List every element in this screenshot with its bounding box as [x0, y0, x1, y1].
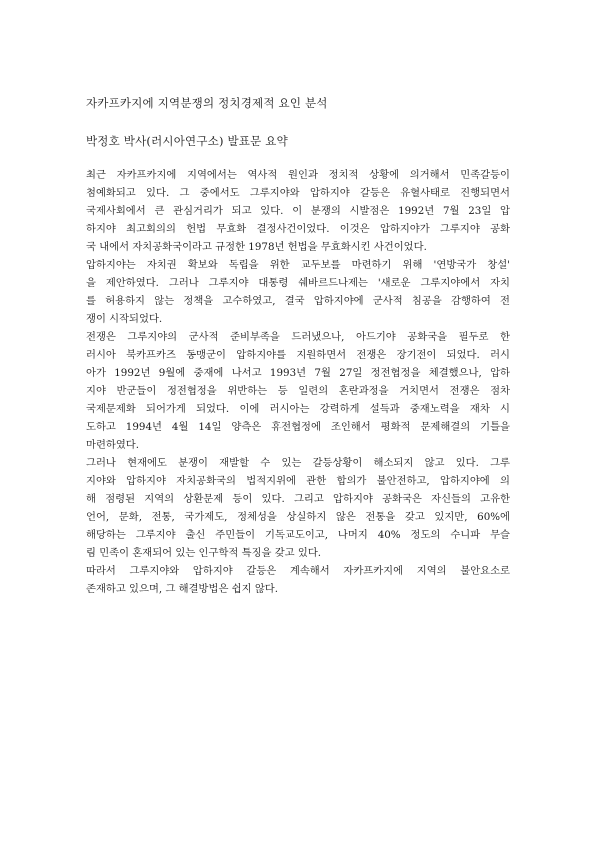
paragraph-line: 압하지야는 자치권 확보와 독립을 위한 교두보를 마련하기 위해 '연방국가 창설' [86, 259, 510, 271]
paragraph-line: 그러나 현재에도 분쟁이 재발할 수 있는 갈등상황이 해소되지 않고 있다. 그루 [86, 457, 510, 469]
paragraph-line: 첨예화되고 있다. 그 중에서도 그루지야와 압하지야 갈등은 유혈사태로 진행되면서 [86, 187, 510, 199]
paragraph-line: 쟁이 시작되었다. [86, 313, 163, 325]
paragraph-line: 최근 자카프카지에 지역에서는 역사적 원인과 정치적 상황에 의거해서 민족갈등이 [86, 169, 510, 181]
document-title: 자카프카지에 지역분쟁의 정치경제적 요인 분석 [86, 96, 328, 110]
paragraph-line: 림 민족이 혼재되어 있는 인구학적 특징을 갖고 있다. [86, 547, 322, 559]
paragraph-line: 러시아 북카프카즈 동맹군이 압하지야를 지원하면서 전쟁은 장기전이 되었다. 러시 [86, 349, 510, 361]
paragraph-line: 국제사회에서 큰 관심거리가 되고 있다. 이 분쟁의 시발점은 1992년 7월 23일 압 [86, 205, 510, 217]
paragraph-line: 도하고 1994년 4월 14일 양측은 휴전협정에 조인해서 평화적 문제해결의 기틀을 [86, 421, 510, 433]
paragraph-line: 하지야 최고회의의 헌법 무효화 결정사건이었다. 이것은 압하지야가 그루지야 공화 [86, 223, 510, 235]
paragraph [86, 328, 510, 454]
paragraph-line: 언어, 문화, 전통, 국가제도, 정체성을 상실하지 않은 전통을 갖고 있지만, 60%에 [86, 511, 510, 523]
paragraph-line: 을 제안하였다. 그러나 그루지야 대통령 쉐바르드나제는 '새로운 그루지야에서 자치 [86, 277, 510, 289]
paragraph [86, 166, 510, 256]
paragraph [86, 256, 510, 328]
paragraph-line: 국 내에서 자치공화국이라고 규정한 1978년 헌법을 무효화시킨 사건이었다. [86, 241, 427, 253]
paragraph-line: 국제문제화 되어가게 되었다. 이에 러시아는 강력하게 설득과 중재노력을 재차 시 [86, 403, 510, 415]
paragraph-line: 마련하였다. [86, 439, 140, 451]
paragraph-line: 지야와 압하지야 자치공화국의 법적지위에 관한 합의가 불안전하고, 압하지야에 의 [86, 475, 510, 487]
paragraph-line: 해당하는 그루지야 출신 주민들이 기독교도이고, 나머지 40% 정도의 수니파 무슬 [86, 529, 510, 541]
paragraph-line: 를 허용하지 않는 정책을 고수하였고, 결국 압하지야에 군사적 침공을 감행하여 전 [86, 295, 510, 307]
paragraph-line: 전쟁은 그루지야의 군사적 준비부족을 드러냈으나, 아드기야 공화국을 필두로 한 [86, 331, 510, 343]
paragraph-line: 지야 반군들이 정전협정을 위반하는 등 일련의 혼란과정을 거치면서 전쟁은 점차 [86, 385, 510, 397]
paragraph-line: 아가 1992년 9월에 중재에 나서고 1993년 7월 27일 정전협정을 체결했으나, 압하 [86, 367, 510, 379]
document-author: 박정호 박사(러시아연구소) 발표문 요약 [86, 134, 288, 148]
paragraph-line: 해 점령된 지역의 상환문제 등이 있다. 그리고 압하지야 공화국은 자신들의 고유한 [86, 493, 510, 505]
paragraph-line: 존재하고 있으며, 그 해결방법은 쉽지 않다. [86, 583, 279, 595]
paragraph [86, 562, 510, 598]
paragraph-line: 따라서 그루지야와 압하지야 갈등은 계속해서 자카프카지에 지역의 불안요소로 [86, 565, 510, 577]
paragraph [86, 454, 510, 562]
document-body [86, 166, 510, 598]
